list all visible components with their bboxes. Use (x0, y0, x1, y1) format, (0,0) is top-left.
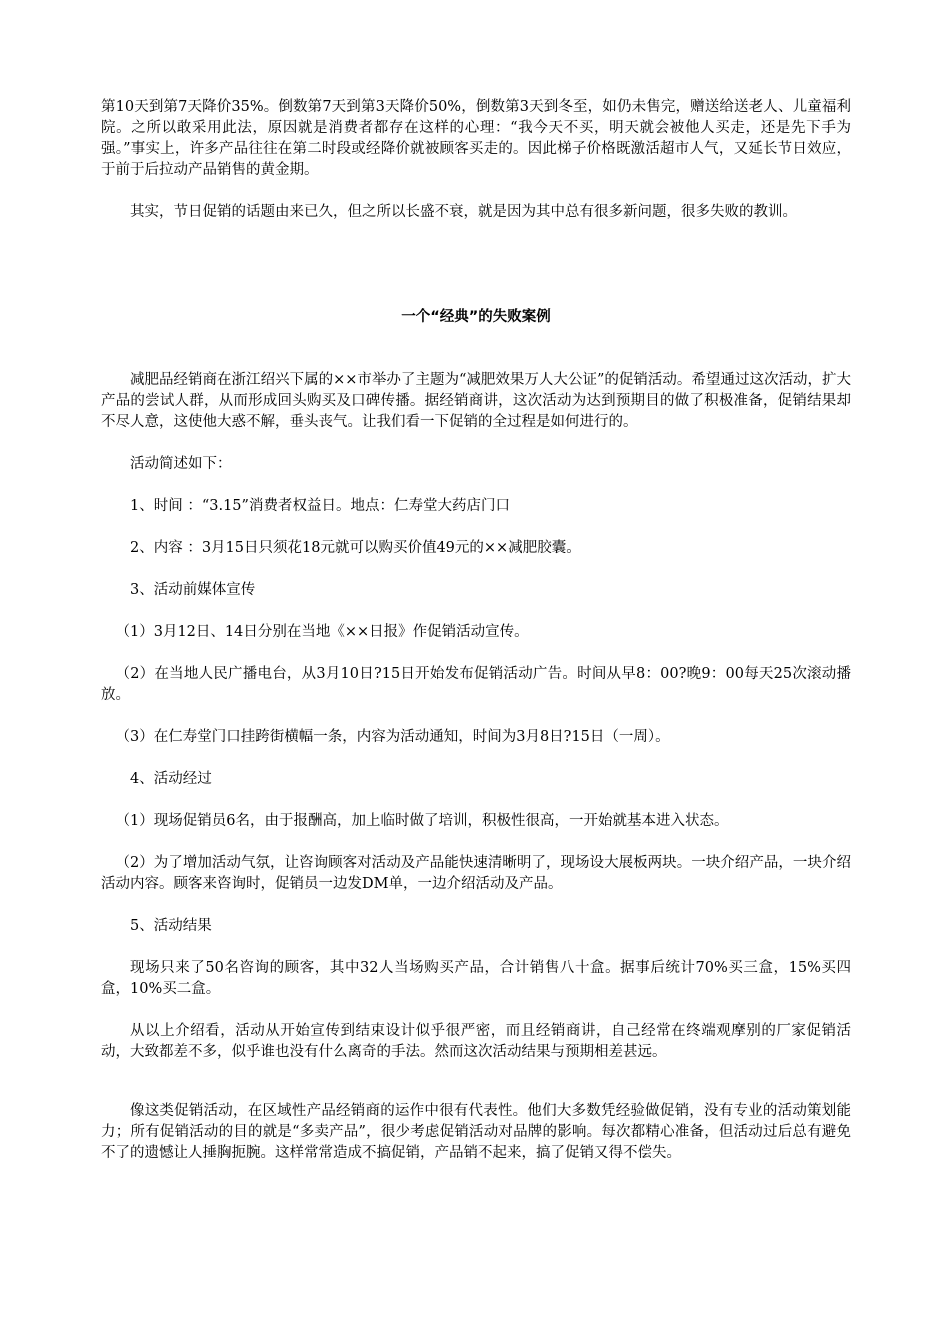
list-subitem-radio: （2）在当地人民广播电台，从3月10日?15日开始发布促销活动广告。时间从早8：00?晚9：00每天25次滚动播放。 (101, 666, 851, 703)
list-subitem-newspaper: （1）3月12日、14日分别在当地《××日报》作促销活动宣传。 (115, 624, 529, 640)
list-subitem-promoters: （1）现场促销员6名，由于报酬高，加上临时做了培训，积极性很高，一开始就基本进入状态。 (115, 813, 729, 829)
document-page (101, 97, 851, 1164)
list-subitem-display: （2）为了增加活动气氛，让咨询顾客对活动及产品能快速清晰明了，现场设大展板两块。一块介绍产品，一块介绍活动内容。顾客来咨询时，促销员一边发DM单，一边介绍活动及产品。 (101, 855, 851, 892)
paragraph-price-ladder: 第10天到第7天降价35%。倒数第7天到第3天降价50%，倒数第3天到冬至，如仍未售完，赠送给送老人、儿童福利院。之所以敢采用此法，原因就是消费者都存在这样的心理：“我今天不买，明天就会被他人买走，还是先下手为强。”事实上，许多产品往往在第二时段或经降价就被顾客买走的。因此梯子价格既激活超市人气，又延长节日效应，于前于后拉动产品销售的黄金期。 (101, 99, 851, 178)
paragraph-case-intro: 减肥品经销商在浙江绍兴下属的××市举办了主题为“减肥效果万人大公证”的促销活动。希望通过这次活动，扩大产品的尝试人群，从而形成回头购买及口碑传播。据经销商讲，这次活动为达到预期目的做了积极准备，促销结果却不尽人意，这使他大惑不解，垂头丧气。让我们看一下促销的全过程是如何进行的。 (101, 372, 851, 430)
list-item-result: 5、活动结果 (130, 918, 212, 934)
list-item-content: 2、内容 ：3月15日只须花18元就可以购买价值49元的××减肥胶囊。 (130, 540, 581, 556)
section-heading: 一个“经典”的失败案例 (401, 309, 551, 325)
list-item-media: 3、活动前媒体宣传 (130, 582, 256, 598)
paragraph-analysis: 从以上介绍看，活动从开始宣传到结束设计似乎很严密，而且经销商讲，自己经常在终端观摩别的厂家促销活动，大致都差不多，似乎谁也没有什么离奇的手法。然而这次活动结果与预期相差甚远。 (101, 1023, 851, 1060)
list-item-process: 4、活动经过 (130, 771, 212, 787)
paragraph-result-detail: 现场只来了50名咨询的顾客，其中32人当场购买产品，合计销售八十盒。据事后统计70%买三盒，15%买四盒，10%买二盒。 (101, 960, 851, 997)
paragraph-conclusion: 像这类促销活动，在区域性产品经销商的运作中很有代表性。他们大多数凭经验做促销，没有专业的活动策划能力；所有促销活动的目的就是“多卖产品”，很少考虑促销活动对品牌的影响。每次都精心准备，但活动过后总有避免不了的遗憾让人捶胸扼腕。这样常常造成不搞促销，产品销不起来，搞了促销又得不偿失。 (101, 1103, 851, 1161)
paragraph-holiday-promotion: 其实，节日促销的话题由来已久，但之所以长盛不衰，就是因为其中总有很多新问题，很多失败的教训。 (130, 204, 797, 220)
list-subitem-banner: （3）在仁寿堂门口挂跨街横幅一条，内容为活动通知，时间为3月8日?15日（一周）。 (115, 729, 670, 745)
list-item-time: 1、时间 ：“3.15”消费者权益日。地点：仁寿堂大药店门口 (130, 498, 510, 514)
paragraph-activity-summary: 活动简述如下： (130, 456, 232, 472)
